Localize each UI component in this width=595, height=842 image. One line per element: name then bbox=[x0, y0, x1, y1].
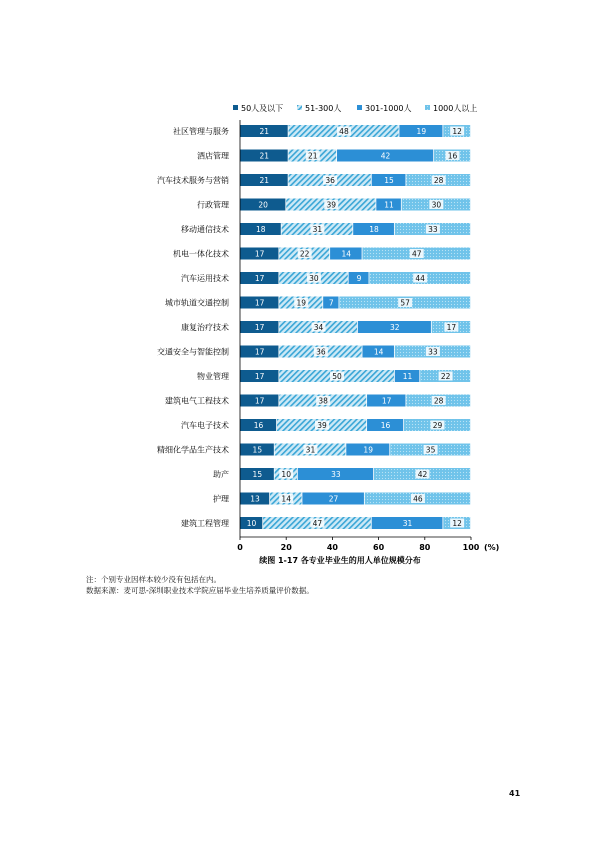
data-label: 9 bbox=[356, 274, 362, 283]
category-label: 建筑工程管理 bbox=[181, 519, 229, 528]
x-tick-label: 0 bbox=[237, 543, 243, 552]
data-label: 20 bbox=[258, 200, 268, 210]
data-label: 16 bbox=[253, 421, 264, 430]
category-label: 助产 bbox=[213, 470, 229, 479]
category-label: 物业管理 bbox=[197, 372, 229, 381]
data-label: 12 bbox=[452, 127, 462, 136]
bars bbox=[157, 125, 470, 529]
data-label: 21 bbox=[259, 151, 270, 161]
data-label: 29 bbox=[432, 421, 443, 430]
category-label: 汽车技术服务与营销 bbox=[157, 176, 229, 185]
data-label: 10 bbox=[281, 470, 291, 479]
category-label: 汽车电子技术 bbox=[181, 421, 229, 430]
data-label: 22 bbox=[440, 372, 451, 381]
data-label: 28 bbox=[433, 396, 444, 406]
category-label: 移动通信技术 bbox=[181, 225, 229, 234]
legend bbox=[233, 103, 477, 113]
data-label: 16 bbox=[380, 421, 391, 430]
x-tick-label: 20 bbox=[280, 543, 292, 552]
category-label: 康复治疗技术 bbox=[181, 323, 229, 332]
data-label: 17 bbox=[254, 396, 265, 406]
data-label: 42 bbox=[417, 470, 428, 479]
data-label: 33 bbox=[428, 225, 438, 234]
data-label: 30 bbox=[309, 274, 319, 283]
page-number: 41 bbox=[509, 789, 521, 798]
data-label: 50 bbox=[332, 372, 342, 381]
legend-swatch bbox=[297, 105, 302, 110]
data-label: 32 bbox=[389, 323, 400, 332]
data-label: 17 bbox=[254, 347, 265, 357]
data-label: 21 bbox=[259, 127, 270, 136]
data-label: 13 bbox=[250, 494, 260, 504]
data-label: 28 bbox=[433, 176, 444, 185]
data-label: 17 bbox=[254, 298, 265, 308]
data-label: 48 bbox=[339, 127, 349, 136]
x-tick-label: 40 bbox=[326, 543, 338, 552]
data-source: 数据来源：麦可思-深圳职业技术学院应届毕业生培养质量评价数据。 bbox=[86, 586, 314, 595]
data-label: 33 bbox=[428, 347, 438, 357]
data-label: 10 bbox=[246, 519, 257, 528]
category-label: 精细化学品生产技术 bbox=[157, 445, 229, 455]
legend-label: 301-1000人 bbox=[365, 104, 412, 113]
data-label: 47 bbox=[411, 249, 422, 259]
data-label: 36 bbox=[325, 176, 335, 185]
data-label: 19 bbox=[296, 298, 306, 308]
data-label: 31 bbox=[305, 445, 316, 455]
category-label: 护理 bbox=[213, 494, 229, 504]
data-label: 15 bbox=[384, 176, 394, 185]
x-axis-unit: (%) bbox=[484, 543, 500, 552]
data-label: 36 bbox=[316, 347, 326, 357]
data-label: 7 bbox=[328, 298, 334, 308]
legend-label: 1000人以上 bbox=[433, 104, 478, 113]
data-label: 17 bbox=[254, 274, 265, 283]
data-label: 35 bbox=[425, 445, 436, 455]
legend-swatch bbox=[233, 105, 238, 110]
legend-swatch bbox=[357, 105, 362, 110]
data-label: 11 bbox=[384, 200, 394, 210]
legend-label: 50人及以下 bbox=[241, 104, 284, 113]
data-label: 14 bbox=[281, 494, 291, 504]
category-label: 酒店管理 bbox=[197, 151, 229, 161]
category-label: 行政管理 bbox=[197, 200, 229, 210]
data-label: 17 bbox=[254, 372, 265, 381]
category-label: 城市轨道交通控制 bbox=[165, 298, 229, 308]
data-label: 31 bbox=[402, 519, 413, 528]
data-label: 31 bbox=[312, 225, 323, 234]
data-label: 16 bbox=[447, 151, 458, 161]
data-label: 14 bbox=[341, 249, 352, 259]
data-label: 19 bbox=[416, 127, 427, 136]
data-label: 12 bbox=[452, 519, 462, 528]
data-label: 17 bbox=[446, 323, 457, 332]
data-label: 39 bbox=[326, 200, 337, 210]
data-label: 38 bbox=[318, 396, 328, 406]
data-label: 57 bbox=[400, 298, 410, 308]
category-label: 建筑电气工程技术 bbox=[165, 396, 229, 406]
category-label: 汽车运用技术 bbox=[181, 274, 229, 283]
data-label: 46 bbox=[413, 494, 423, 504]
data-label: 47 bbox=[312, 519, 323, 528]
data-label: 17 bbox=[381, 396, 392, 406]
data-label: 30 bbox=[431, 200, 442, 210]
data-label: 18 bbox=[256, 225, 266, 234]
data-label: 22 bbox=[299, 249, 310, 259]
x-tick-label: 80 bbox=[419, 543, 431, 552]
data-label: 11 bbox=[402, 372, 413, 381]
data-label: 15 bbox=[252, 445, 263, 455]
data-label: 17 bbox=[254, 323, 265, 332]
data-label: 39 bbox=[317, 421, 327, 430]
data-label: 17 bbox=[254, 249, 265, 259]
data-label: 44 bbox=[415, 274, 425, 283]
data-label: 34 bbox=[313, 323, 324, 332]
x-tick-label: 100 bbox=[462, 543, 480, 552]
legend-label: 51-300人 bbox=[305, 104, 342, 113]
legend-swatch bbox=[425, 105, 430, 110]
data-label: 15 bbox=[252, 470, 263, 479]
data-label: 42 bbox=[380, 151, 391, 161]
category-label: 社区管理与服务 bbox=[173, 127, 229, 136]
x-tick-label: 60 bbox=[373, 543, 385, 552]
data-label: 14 bbox=[373, 347, 384, 357]
chart-title: 续图 1-17 各专业毕业生的用人单位规模分布 bbox=[259, 556, 421, 565]
category-label: 交通安全与智能控制 bbox=[157, 347, 229, 357]
data-label: 21 bbox=[307, 151, 318, 161]
data-label: 18 bbox=[369, 225, 379, 234]
data-label: 27 bbox=[328, 494, 339, 504]
category-label: 机电一体化技术 bbox=[173, 249, 229, 259]
data-label: 19 bbox=[363, 445, 373, 455]
data-label: 21 bbox=[259, 176, 270, 185]
data-label: 33 bbox=[331, 470, 341, 479]
footnote: 注：个别专业因样本较少没有包括在内。 bbox=[86, 575, 221, 584]
